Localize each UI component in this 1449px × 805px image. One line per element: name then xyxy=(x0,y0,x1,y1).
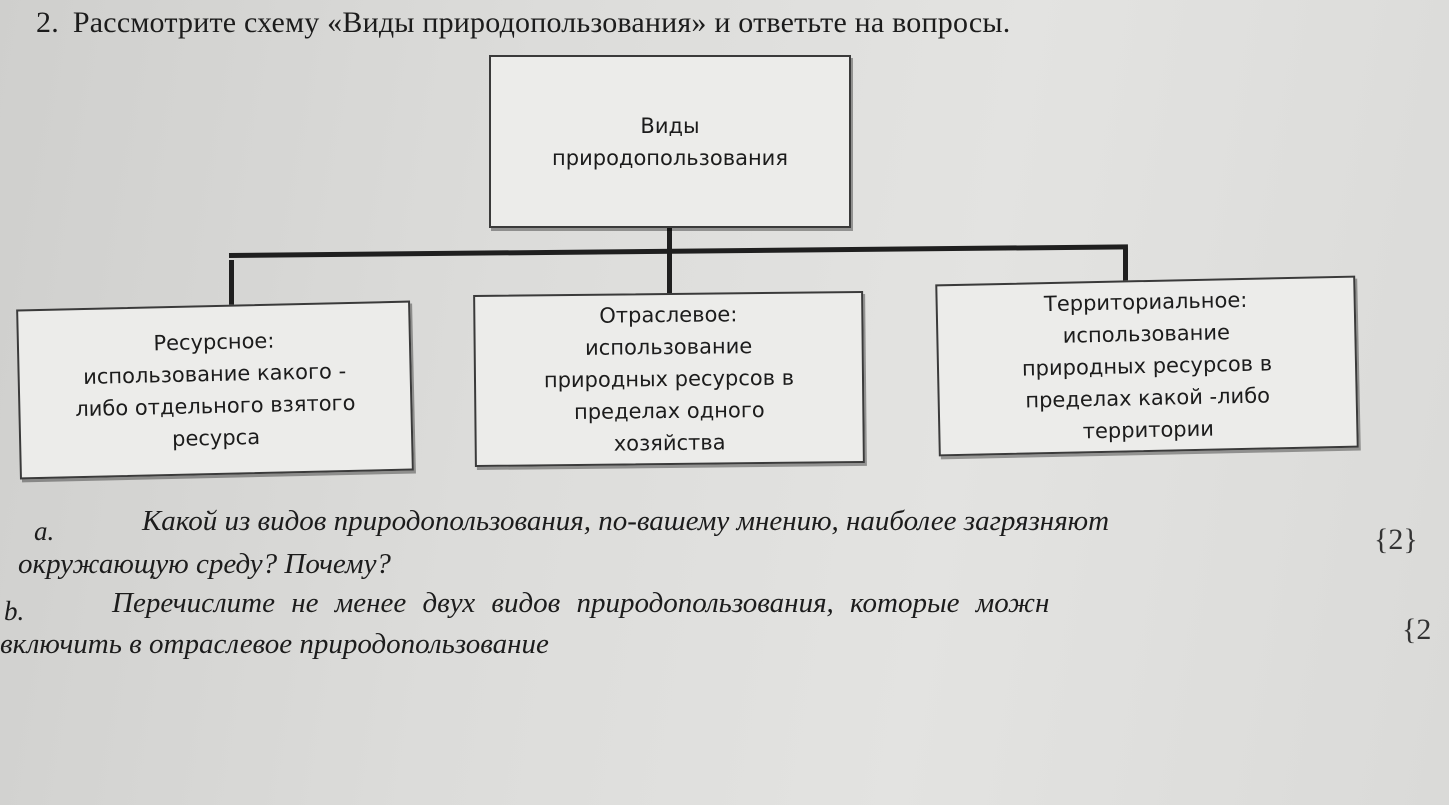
node-sector-line: хозяйства xyxy=(613,430,726,456)
node-territory-line: использование xyxy=(1062,320,1231,348)
root-node-line: природопользования xyxy=(552,145,788,170)
node-territory-line: Территориальное: xyxy=(1043,287,1248,317)
connector-horizontal-bar xyxy=(229,244,1128,258)
node-territory-line: пределах какой -либо xyxy=(1025,383,1271,413)
question-a-line-1: Какой из видов природопользования, по-вашему мнению, наиболее загрязняют xyxy=(142,505,1110,537)
question-b-line-2: включить в отраслевое природопользование xyxy=(0,628,549,660)
question-b-score: {2 xyxy=(1402,613,1432,646)
task-instruction: Рассмотрите схему «Виды природопользования» и ответьте на вопросы. xyxy=(72,6,1011,39)
node-territory-line: природных ресурсов в xyxy=(1021,351,1273,381)
question-a-line-2: окружающую среду? Почему? xyxy=(18,548,391,580)
node-resource-line: Ресурсное: xyxy=(153,328,275,356)
node-resource-line: ресурса xyxy=(171,424,261,451)
question-b-marker: b. xyxy=(4,596,25,626)
node-sector-line: использование xyxy=(584,334,753,360)
node-resource xyxy=(16,301,414,480)
node-territory-line: территории xyxy=(1082,416,1215,444)
node-sector-line: Отраслевое: xyxy=(599,302,738,328)
root-node-line: Виды xyxy=(640,113,700,138)
node-territory xyxy=(935,276,1359,457)
connector-drop-left xyxy=(229,260,234,306)
question-a-marker: a. xyxy=(34,516,55,546)
question-a-score: {2} xyxy=(1374,523,1418,556)
node-sector xyxy=(473,291,865,467)
node-sector-line: природных ресурсов в xyxy=(543,365,795,393)
node-sector-line: пределах одного xyxy=(573,398,765,424)
connector-stem xyxy=(667,228,672,294)
connector-drop-right xyxy=(1123,248,1128,282)
task-number: 2. xyxy=(36,6,59,39)
node-resource-line: использование какого - xyxy=(82,359,347,389)
node-resource-line: либо отдельного взятого xyxy=(75,390,356,422)
question-b-line-1: Перечислите не менее двух видов природопользования, которые можн xyxy=(112,587,1050,619)
root-node xyxy=(489,55,851,228)
